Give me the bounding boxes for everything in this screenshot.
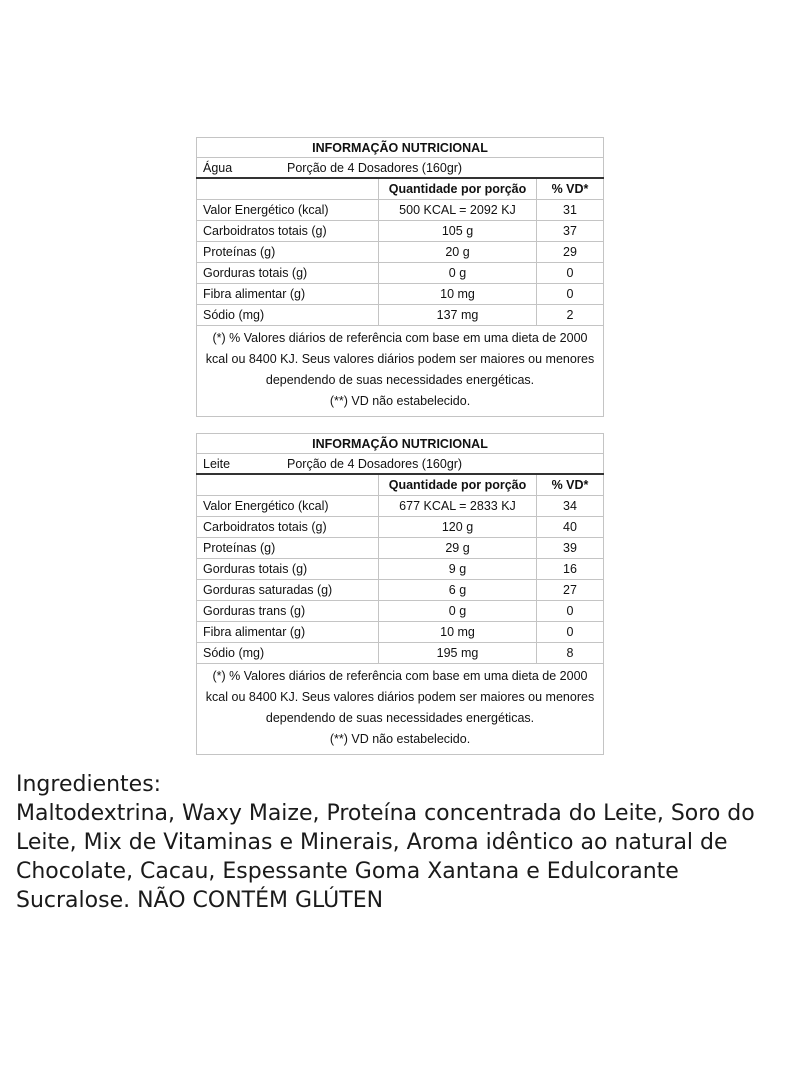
nutrient-row	[197, 496, 604, 517]
nutrient-vd: 39	[537, 538, 604, 559]
portion-size: Porção de 4 Dosadores (160gr)	[287, 456, 463, 471]
ingredients-heading: Ingredientes:	[16, 772, 162, 797]
nutrient-vd: 40	[537, 517, 604, 538]
nutrient-row	[197, 559, 604, 580]
header-vd: % VD*	[537, 474, 604, 496]
nutrient-row	[197, 643, 604, 664]
footnote-vd-na: (**) VD não estabelecido.	[329, 394, 471, 408]
nutrient-vd: 27	[537, 580, 604, 601]
nutrient-row	[197, 580, 604, 601]
nutrient-name: Sódio (mg)	[197, 305, 379, 326]
nutrient-quantity: 195 mg	[379, 643, 537, 664]
header-quantity: Quantidade por porção	[379, 474, 537, 496]
nutrient-name: Valor Energético (kcal)	[197, 200, 379, 221]
nutrient-row	[197, 200, 604, 221]
portion-row	[197, 454, 604, 475]
nutrient-quantity: 677 KCAL = 2833 KJ	[379, 496, 537, 517]
nutrient-name: Proteínas (g)	[197, 242, 379, 263]
nutrient-vd: 0	[537, 263, 604, 284]
table-title: INFORMAÇÃO NUTRICIONAL	[197, 138, 604, 158]
nutrient-quantity: 6 g	[379, 580, 537, 601]
nutrition-table-agua	[196, 137, 604, 417]
nutrient-quantity: 10 mg	[379, 284, 537, 305]
nutrient-row	[197, 601, 604, 622]
nutrient-vd: 0	[537, 601, 604, 622]
nutrient-quantity: 0 g	[379, 601, 537, 622]
nutrient-row	[197, 242, 604, 263]
nutrient-name: Fibra alimentar (g)	[197, 622, 379, 643]
nutrient-quantity: 137 mg	[379, 305, 537, 326]
nutrient-quantity: 29 g	[379, 538, 537, 559]
nutrient-vd: 29	[537, 242, 604, 263]
header-vd: % VD*	[537, 178, 604, 200]
nutrition-table-leite	[196, 433, 604, 755]
nutrient-row	[197, 284, 604, 305]
portion-row	[197, 158, 604, 179]
header-quantity: Quantidade por porção	[379, 178, 537, 200]
nutrient-name: Fibra alimentar (g)	[197, 284, 379, 305]
nutrient-quantity: 0 g	[379, 263, 537, 284]
nutrient-quantity: 20 g	[379, 242, 537, 263]
nutrient-name: Sódio (mg)	[197, 643, 379, 664]
nutrient-vd: 2	[537, 305, 604, 326]
nutrient-vd: 31	[537, 200, 604, 221]
ingredients-text: Maltodextrina, Waxy Maize, Proteína concentrada do Leite, Soro do Leite, Mix de Vitaminas e Minerais, Aroma idêntico ao natural de Chocolate, Cacau, Espessante Goma Xantana e Edulcorante Sucralose. NÃO CONTÉM GLÚTEN	[16, 801, 755, 913]
footnote-vd: (*) % Valores diários de referência com base em uma dieta de 2000 kcal ou 8400 KJ. Seus valores diários podem ser maiores ou menores dependendo de suas necessidades energéticas.	[205, 331, 595, 387]
table-title: INFORMAÇÃO NUTRICIONAL	[197, 434, 604, 454]
header-blank	[197, 474, 379, 496]
nutrient-name: Carboidratos totais (g)	[197, 517, 379, 538]
nutrient-name: Valor Energético (kcal)	[197, 496, 379, 517]
nutrient-name: Gorduras totais (g)	[197, 559, 379, 580]
nutrient-quantity: 500 KCAL = 2092 KJ	[379, 200, 537, 221]
nutrient-vd: 8	[537, 643, 604, 664]
footnote-vd-na: (**) VD não estabelecido.	[329, 732, 471, 746]
preparation-type: Leite	[203, 456, 231, 471]
footnote-vd: (*) % Valores diários de referência com base em uma dieta de 2000 kcal ou 8400 KJ. Seus valores diários podem ser maiores ou menores dependendo de suas necessidades energéticas.	[205, 669, 595, 725]
nutrient-name: Proteínas (g)	[197, 538, 379, 559]
nutrient-vd: 34	[537, 496, 604, 517]
nutrient-quantity: 10 mg	[379, 622, 537, 643]
nutrient-vd: 16	[537, 559, 604, 580]
nutrient-name: Carboidratos totais (g)	[197, 221, 379, 242]
nutrient-row	[197, 538, 604, 559]
portion-size: Porção de 4 Dosadores (160gr)	[287, 160, 463, 175]
footnote	[197, 326, 604, 417]
nutrient-vd: 37	[537, 221, 604, 242]
nutrient-vd: 0	[537, 284, 604, 305]
nutrient-row	[197, 221, 604, 242]
ingredients-section	[16, 770, 796, 915]
nutrient-name: Gorduras totais (g)	[197, 263, 379, 284]
nutrient-row	[197, 517, 604, 538]
nutrient-quantity: 120 g	[379, 517, 537, 538]
nutrient-quantity: 9 g	[379, 559, 537, 580]
nutrient-name: Gorduras trans (g)	[197, 601, 379, 622]
nutrient-row	[197, 622, 604, 643]
preparation-type: Água	[203, 160, 233, 175]
footnote	[197, 664, 604, 755]
nutrient-name: Gorduras saturadas (g)	[197, 580, 379, 601]
nutrient-quantity: 105 g	[379, 221, 537, 242]
header-blank	[197, 178, 379, 200]
nutrient-row	[197, 263, 604, 284]
nutrient-vd: 0	[537, 622, 604, 643]
nutrient-row	[197, 305, 604, 326]
